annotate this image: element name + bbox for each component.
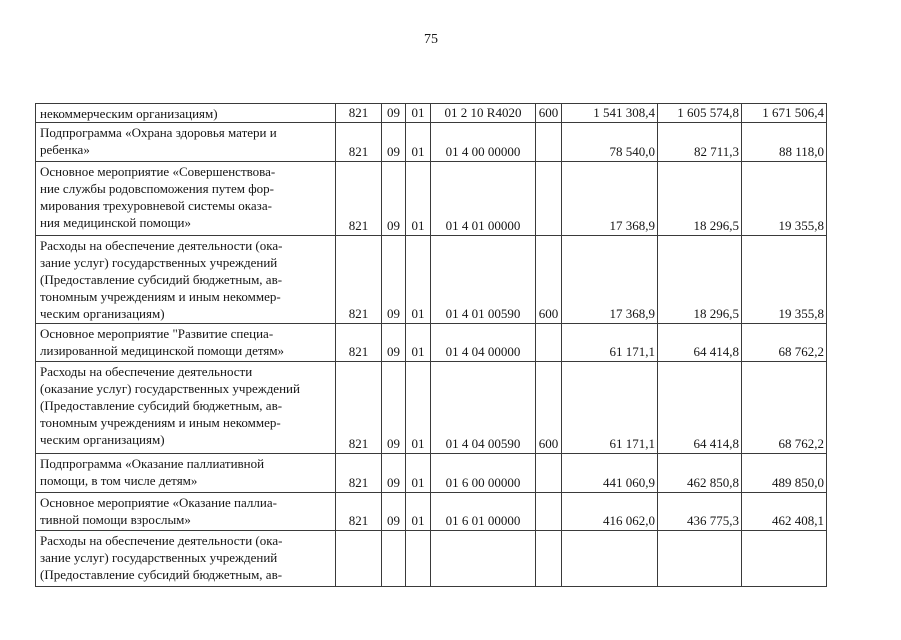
target-code-cell: 01 4 01 00000 (431, 162, 536, 236)
expense-type-cell (536, 324, 562, 362)
amount-year-3-cell: 462 408,1 (742, 493, 827, 531)
section-cell: 09 (382, 162, 406, 236)
subsection-cell: 01 (406, 123, 431, 162)
amount-year-2-cell: 436 775,3 (658, 493, 742, 531)
amount-year-1-cell: 61 171,1 (562, 362, 658, 454)
ministry-code-cell: 821 (336, 236, 382, 324)
subsection-cell: 01 (406, 162, 431, 236)
target-code-cell: 01 4 04 00000 (431, 324, 536, 362)
amount-year-1-cell: 61 171,1 (562, 324, 658, 362)
table-row (36, 104, 827, 123)
ministry-code-cell: 821 (336, 454, 382, 493)
expense-type-cell (536, 123, 562, 162)
amount-year-2-cell (658, 531, 742, 587)
expense-type-cell: 600 (536, 362, 562, 454)
target-code-cell: 01 4 01 00590 (431, 236, 536, 324)
ministry-code-cell: 821 (336, 493, 382, 531)
amount-year-1-cell: 416 062,0 (562, 493, 658, 531)
section-cell (382, 531, 406, 587)
subsection-cell: 01 (406, 324, 431, 362)
amount-year-2-cell: 64 414,8 (658, 362, 742, 454)
item-name-cell: некоммерческим организациям) (36, 104, 336, 123)
table-row (36, 454, 827, 493)
subsection-cell: 01 (406, 104, 431, 123)
amount-year-3-cell (742, 531, 827, 587)
section-cell: 09 (382, 104, 406, 123)
table-row (36, 362, 827, 454)
table-row (36, 123, 827, 162)
target-code-cell: 01 6 00 00000 (431, 454, 536, 493)
ministry-code-cell: 821 (336, 324, 382, 362)
expense-type-cell (536, 531, 562, 587)
subsection-cell: 01 (406, 454, 431, 493)
section-cell: 09 (382, 493, 406, 531)
target-code-cell: 01 6 01 00000 (431, 493, 536, 531)
budget-table (35, 103, 827, 587)
item-name-cell: Основное мероприятие "Развитие специа- лизированной медицинской помощи детям» (36, 324, 336, 362)
subsection-cell: 01 (406, 236, 431, 324)
amount-year-2-cell: 18 296,5 (658, 236, 742, 324)
table-row (36, 162, 827, 236)
section-cell: 09 (382, 324, 406, 362)
item-name-cell: Подпрограмма «Охрана здоровья матери и ребенка» (36, 123, 336, 162)
expense-type-cell (536, 493, 562, 531)
subsection-cell (406, 531, 431, 587)
section-cell: 09 (382, 123, 406, 162)
item-name-cell: Подпрограмма «Оказание паллиативной помощи, в том числе детям» (36, 454, 336, 493)
table-row (36, 531, 827, 587)
ministry-code-cell (336, 531, 382, 587)
section-cell: 09 (382, 454, 406, 493)
amount-year-1-cell: 441 060,9 (562, 454, 658, 493)
target-code-cell: 01 4 00 00000 (431, 123, 536, 162)
table-row (36, 493, 827, 531)
amount-year-2-cell: 1 605 574,8 (658, 104, 742, 123)
subsection-cell: 01 (406, 362, 431, 454)
amount-year-2-cell: 82 711,3 (658, 123, 742, 162)
item-name-cell: Основное мероприятие «Оказание паллиа- тивной помощи взрослым» (36, 493, 336, 531)
expense-type-cell: 600 (536, 236, 562, 324)
ministry-code-cell: 821 (336, 162, 382, 236)
expense-type-cell (536, 162, 562, 236)
amount-year-2-cell: 462 850,8 (658, 454, 742, 493)
amount-year-1-cell: 17 368,9 (562, 162, 658, 236)
table-row (36, 324, 827, 362)
amount-year-3-cell: 68 762,2 (742, 362, 827, 454)
section-cell: 09 (382, 236, 406, 324)
target-code-cell: 01 4 04 00590 (431, 362, 536, 454)
amount-year-1-cell: 17 368,9 (562, 236, 658, 324)
amount-year-3-cell: 1 671 506,4 (742, 104, 827, 123)
item-name-cell: Расходы на обеспечение деятельности (ока- зание услуг) государственных учреждений (Предоставление субсидий бюджетным, ав- (36, 531, 336, 587)
amount-year-2-cell: 18 296,5 (658, 162, 742, 236)
amount-year-2-cell: 64 414,8 (658, 324, 742, 362)
page-number: 75 (424, 32, 438, 47)
ministry-code-cell: 821 (336, 123, 382, 162)
amount-year-1-cell (562, 531, 658, 587)
expense-type-cell: 600 (536, 104, 562, 123)
table-row (36, 236, 827, 324)
ministry-code-cell: 821 (336, 362, 382, 454)
item-name-cell: Расходы на обеспечение деятельности (ока- зание услуг) государственных учреждений (Предоставление субсидий бюджетным, ав- тономным учреждениям и иным некоммер- ческим организациям) (36, 236, 336, 324)
amount-year-3-cell: 19 355,8 (742, 162, 827, 236)
subsection-cell: 01 (406, 493, 431, 531)
section-cell: 09 (382, 362, 406, 454)
amount-year-3-cell: 68 762,2 (742, 324, 827, 362)
ministry-code-cell: 821 (336, 104, 382, 123)
item-name-cell: Расходы на обеспечение деятельности (оказание услуг) государственных учреждений (Предоставление субсидий бюджетным, ав- тономным учреждениям и иным некоммер- ческим организациям) (36, 362, 336, 454)
amount-year-3-cell: 19 355,8 (742, 236, 827, 324)
amount-year-3-cell: 489 850,0 (742, 454, 827, 493)
target-code-cell: 01 2 10 R4020 (431, 104, 536, 123)
item-name-cell: Основное мероприятие «Совершенствова- ние службы родовспоможения путем фор- мирования трехуровневой системы оказа- ния медицинской помощи» (36, 162, 336, 236)
amount-year-3-cell: 88 118,0 (742, 123, 827, 162)
expense-type-cell (536, 454, 562, 493)
amount-year-1-cell: 78 540,0 (562, 123, 658, 162)
target-code-cell (431, 531, 536, 587)
amount-year-1-cell: 1 541 308,4 (562, 104, 658, 123)
